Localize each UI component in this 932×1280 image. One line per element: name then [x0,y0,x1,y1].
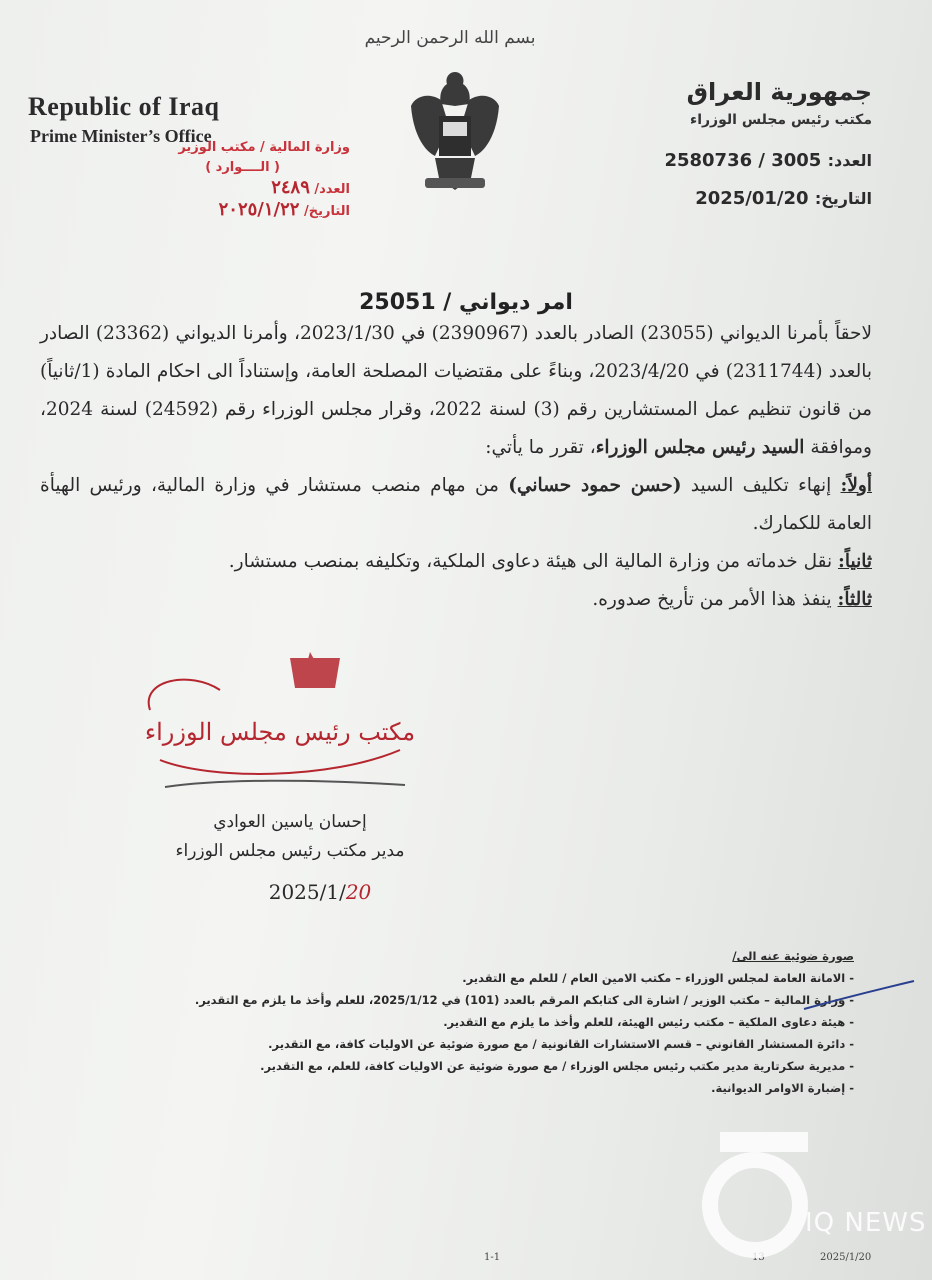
date-label: التاريخ: [814,189,872,208]
order-body [40,315,872,619]
english-office-title: Prime Minister’s Office [30,126,212,146]
list-item: - إضبارة الاوامر الديوانية. [711,1081,854,1095]
list-item: - الامانة العامة لمجلس الوزراء – مكتب الامين العام / للعلم مع التقدير. [462,971,854,985]
first-name: (حسن حمود حساني) [508,475,682,496]
order-title: امر ديواني / 25051 [359,290,573,315]
signatory-block [160,808,420,866]
order-item-third [40,581,872,619]
third-text: ينفذ هذا الأمر من تأريخ صدوره. [592,589,838,610]
signatory-title: مدير مكتب رئيس مجلس الوزراء [175,841,405,861]
arabic-country-title: جمهورية العراق [686,78,872,106]
watermark-brand: IQ NEWS [805,1208,927,1238]
order-approval: السيد رئيس مجلس الوزراء [595,437,805,458]
stamp-date-value: ٢٠٢٥/١/٢٢ [218,199,300,220]
list-item: - مديرية سكرتارية مدير مكتب رئيس مجلس الوزراء / مع صورة ضوئية عن الاوليات كافة، للعلم، مع التقدير. [260,1059,854,1073]
second-label: ثانياً: [838,551,872,572]
list-item: - هيئة دعاوى الملكية – مكتب رئيس الهيئة، للعلم وأخذ ما يلزم مع التقدير. [443,1015,854,1029]
footer-page-ref: 1-1 [484,1252,501,1263]
footer-center: 13 [752,1252,765,1263]
stamp-number-row [150,178,350,200]
second-text: نقل خدماته من وزارة المالية الى هيئة دعاوى الملكية، وتكليفه بمنصب مستشار. [228,551,839,572]
number-value: 2580736 / 3005 [664,150,822,171]
signatory-name: إحسان ياسين العوادي [213,812,367,832]
english-country-title: Republic of Iraq [28,92,220,121]
iraq-eagle-emblem-icon [405,66,505,196]
third-label: ثالثاً: [837,589,872,610]
signature-date-handwritten: 20 [345,880,372,904]
first-label: أولاً: [840,475,872,496]
order-item-first [40,467,872,543]
incoming-mail-stamp [150,138,350,222]
order-preamble: لاحقاً بأمرنا الديواني (23055) الصادر بالعدد (2390967) في 2023/1/30، وأمرنا الديواني (23362) الصادر بالعدد (2311744) في 2023/4/20، وبناءً على مقتضيات المصلحة العامة، وإستناداً الى احكام المادة (1/ثانياً) من قانون تنظيم عمل المستشارين رقم (3) لسنة 2022، وقرار مجلس الوزراء رقم (24592) لسنة 2024، وموافقة [40,323,873,458]
reference-number [664,150,872,171]
order-item-second [40,543,872,581]
office-seal-stamp [130,640,420,790]
number-label: العدد: [827,151,872,170]
stamp-ministry: وزارة المالية / مكتب الوزير [178,140,350,155]
pen-mark-icon [800,975,920,1015]
copies-list [60,945,854,1099]
order-decided: ، تقرر ما يأتي: [485,437,596,458]
stamp-number-label: العدد/ [314,182,350,197]
iq-news-logo-icon [700,1130,920,1270]
list-item: - دائرة المستشار القانوني – قسم الاستشارات القانونية / مع صورة ضوئية عن الاوليات كافة، مع التقدير. [268,1037,854,1051]
copies-heading: صورة ضوئية عنه الى/ [732,949,854,963]
first-text-a: إنهاء تكليف السيد [681,475,841,496]
stamp-date-row [150,200,350,222]
signature-stroke-icon [160,775,410,795]
list-item: - وزارة المالية – مكتب الوزير / اشارة الى كتابكم المرقم بالعدد (101) في 2025/1/12، للعلم وأخذ ما يلزم مع التقدير. [194,993,854,1007]
signature-date-printed: 2025/1/ [268,880,346,904]
stamp-number-value: ٢٤٨٩ [271,177,310,198]
seal-text: مكتب رئيس مجلس الوزراء [144,718,416,746]
first-text-b: من مهام منصب مستشار في وزارة المالية، ورئيس الهيأة العامة للكمارك. [40,475,872,534]
stamp-incoming: ( الــــوارد ) [205,160,280,175]
footer-date: 2025/1/20 [820,1252,872,1263]
stamp-date-label: التاريخ/ [303,204,350,219]
reference-date [695,188,872,209]
signature-date [220,880,420,904]
arabic-office-title: مكتب رئيس مجلس الوزراء [690,112,872,128]
bismillah-calligraphy: بسم الله الرحمن الرحيم [364,28,536,48]
date-value: 2025/01/20 [695,188,809,209]
order-paragraph [40,315,872,467]
